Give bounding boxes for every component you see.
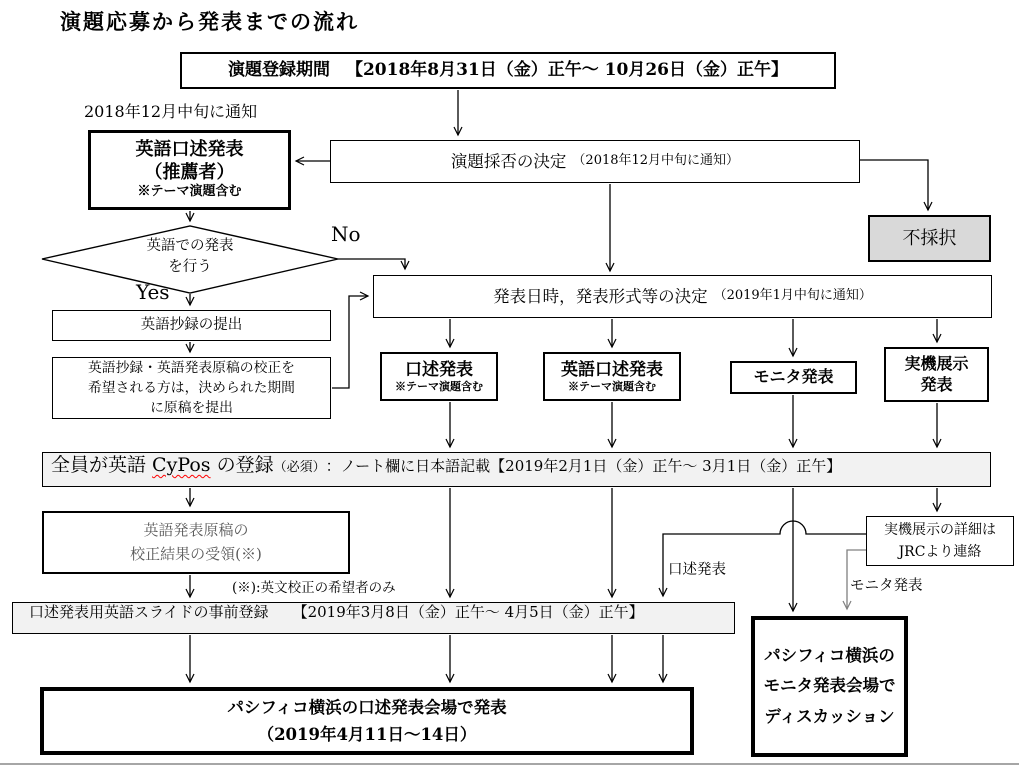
- cypos-note: （必須）: [273, 460, 326, 475]
- equipment-exhibition-line1: 実機展示: [904, 353, 969, 373]
- node-monitor-presentation: [730, 361, 857, 394]
- proofread-note-label: (※):英文校正の希望者のみ: [232, 580, 396, 596]
- monitor-presentation-title: モニタ発表: [753, 367, 834, 387]
- node-english-oral-recommended: [88, 130, 291, 210]
- venue-monitor-line1: パシフィコ横浜の: [764, 645, 895, 665]
- proofread-receipt-line2: 校正結果の受領(※): [130, 544, 262, 563]
- node-venue-monitor: [751, 616, 908, 757]
- slide-preregistration-title: 口述発表用英語スライドの事前登録: [29, 603, 269, 621]
- acceptance-decision-title: 演題採否の決定: [450, 151, 567, 171]
- cypos-main: 全員が英語: [51, 454, 153, 476]
- oral-presentation-note: ※テーマ演題含む: [395, 380, 483, 394]
- venue-oral-line2: （2019年4月11日～14日）: [257, 725, 477, 744]
- schedule-decision-note: （2019年1月中旬に通知）: [713, 288, 872, 304]
- no-label: No: [331, 222, 361, 246]
- venue-monitor-line3: ディスカッション: [764, 706, 895, 726]
- equipment-exhibition-line2: 発表: [920, 374, 953, 394]
- node-english-check-text: [90, 236, 290, 278]
- node-english-abstract-submission: [52, 310, 331, 341]
- node-english-oral-presentation: [543, 352, 681, 401]
- jrc-contact-line1: 実機展示の詳細は: [884, 521, 996, 538]
- node-equipment-exhibition: [884, 347, 989, 402]
- venue-monitor-line2: モニタ発表会場で: [763, 676, 896, 696]
- acceptance-decision-note: （2018年12月中旬に通知）: [572, 153, 740, 169]
- proofread-request-line1: 英語抄録・英語発表原稿の校正を: [88, 360, 295, 376]
- english-oral-presentation-note: ※テーマ演題含む: [568, 380, 656, 394]
- node-oral-presentation: [380, 352, 498, 401]
- proofread-request-line3: に原稿を提出: [150, 400, 233, 416]
- proofread-request-line2: 希望される方は，決められた期間: [88, 380, 295, 396]
- rejected-label: 不採択: [902, 227, 957, 249]
- oral-presentation-title: 口述発表: [405, 359, 473, 380]
- registration-period-label: 演題登録期間: [227, 60, 330, 81]
- node-proofread-request: [52, 357, 331, 419]
- venue-oral-line1: パシフィコ横浜の口述発表会場で発表: [227, 697, 507, 717]
- yes-label: Yes: [136, 280, 170, 304]
- english-oral-recommended-line2: （推薦者）: [144, 161, 235, 183]
- english-abstract-label: 英語抄録の提出: [140, 317, 243, 334]
- english-check-line1: 英語での発表: [146, 238, 234, 254]
- notify-2018-label: 2018年12月中旬に通知: [84, 102, 258, 121]
- english-oral-recommended-line1: 英語口述発表: [135, 139, 244, 161]
- oral-route-label: 口述発表: [668, 562, 726, 578]
- english-oral-recommended-note: ※テーマ演題含む: [137, 184, 242, 200]
- node-rejected: [868, 215, 991, 262]
- node-jrc-contact: [866, 516, 1014, 566]
- proofread-receipt-line1: 英語発表原稿の: [143, 521, 249, 540]
- node-registration-period: [180, 52, 836, 89]
- node-proofread-receipt: [42, 511, 350, 574]
- cypos-rest: ：ノート欄に日本語記載【2019年2月1日（金）正午～ 3月1日（金）正午】: [325, 457, 842, 475]
- english-oral-presentation-title: 英語口述発表: [561, 359, 663, 380]
- schedule-decision-title: 発表日時，発表形式等の決定: [493, 286, 708, 306]
- registration-period-dates: 【2018年8月31日（金）正午～ 10月26日（金）正午】: [345, 60, 789, 81]
- slide-preregistration-dates: 【2019年3月8日（金）正午～ 4月5日（金）正午】: [292, 603, 644, 621]
- node-acceptance-decision: [330, 140, 860, 183]
- english-check-line2: を行う: [168, 259, 212, 276]
- cypos-main2: の登録: [210, 454, 274, 476]
- node-schedule-decision: [373, 275, 992, 318]
- cypos-latin: CyPos: [152, 454, 211, 476]
- jrc-contact-line2: JRCより連絡: [898, 544, 982, 560]
- node-cypos-registration: [42, 452, 991, 487]
- monitor-route-label: モニタ発表: [850, 578, 923, 594]
- node-slide-preregistration: [12, 602, 735, 634]
- page-title: 演題応募から発表までの流れ: [60, 9, 359, 34]
- node-venue-oral: [40, 687, 694, 755]
